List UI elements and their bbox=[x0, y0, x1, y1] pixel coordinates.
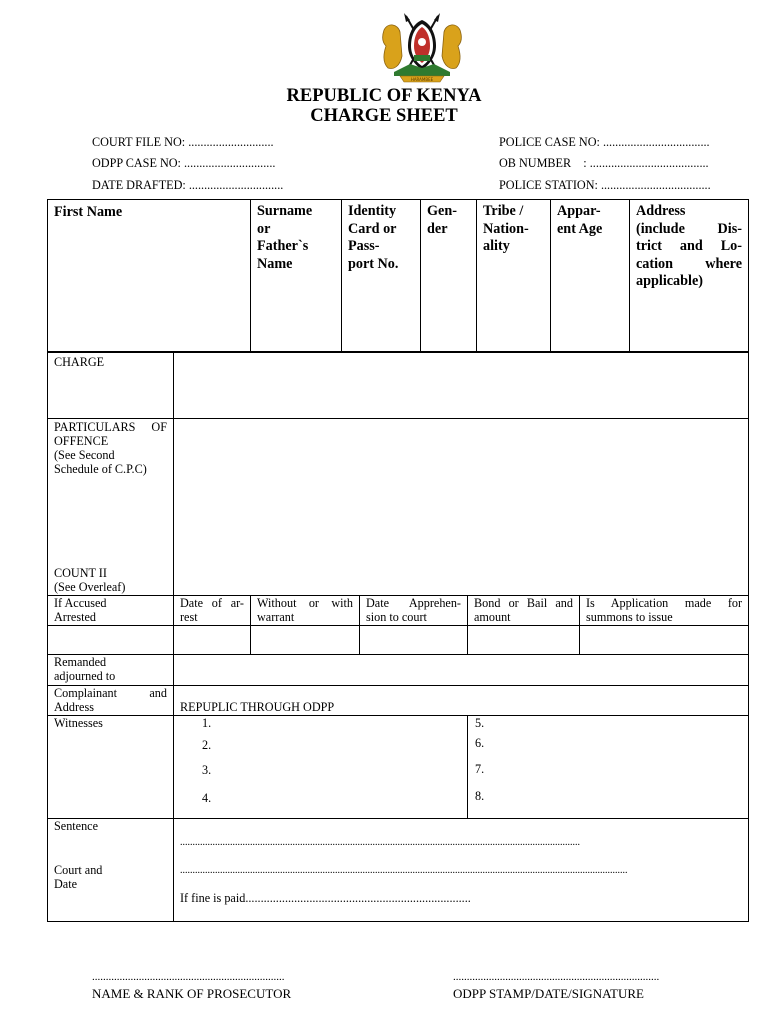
sentence-line-2[interactable]: ................................................................................................................................................................................... bbox=[180, 865, 628, 876]
date-of-arrest-header: Date of ar- rest bbox=[174, 596, 251, 626]
fine-paid-field[interactable] bbox=[180, 891, 471, 905]
charge-input[interactable] bbox=[174, 352, 749, 419]
witnesses-right-cell[interactable] bbox=[468, 716, 749, 819]
surname-header[interactable]: Surname or Father`s Name bbox=[251, 200, 342, 353]
page-subtitle: CHARGE SHEET bbox=[310, 106, 458, 126]
witness-3: 3. bbox=[202, 763, 212, 777]
witness-1: 1. bbox=[202, 716, 212, 730]
arrest-blank-cell bbox=[48, 626, 174, 655]
tribe-nationality-header[interactable]: Tribe / Nation- ality bbox=[477, 200, 551, 353]
date-apprehension-input[interactable] bbox=[360, 626, 468, 655]
fine-paid-blank[interactable]: .......................................................................... bbox=[245, 891, 471, 905]
prosecutor-signature-line[interactable]: ...................................................................... bbox=[92, 971, 285, 983]
coat-of-arms-emblem bbox=[380, 12, 464, 86]
odpp-case-no-blank[interactable]: .............................. bbox=[184, 156, 276, 170]
first-name-header[interactable]: First Name bbox=[48, 200, 251, 353]
odpp-signature-line[interactable]: ........................................................................... bbox=[453, 971, 660, 983]
particulars-label: PARTICULARS OF bbox=[54, 420, 167, 434]
date-drafted-blank[interactable]: ............................... bbox=[188, 178, 284, 192]
police-case-no-blank[interactable]: ................................... bbox=[602, 135, 710, 149]
witness-2: 2. bbox=[202, 738, 212, 752]
date-drafted-label: DATE DRAFTED: bbox=[92, 178, 186, 192]
without-warrant-input[interactable] bbox=[251, 626, 360, 655]
particulars-note: (See Second bbox=[54, 448, 115, 462]
witnesses-label: Witnesses bbox=[54, 716, 103, 730]
sentence-line-1[interactable]: ................................................................................................................................................................ bbox=[180, 837, 580, 848]
witness-7: 7. bbox=[475, 762, 485, 776]
witness-6: 6. bbox=[475, 736, 485, 750]
if-accused-arrested-label: If Accused Arrested bbox=[48, 596, 174, 626]
date-apprehension-header: Date Apprehen- sion to court bbox=[360, 596, 468, 626]
emblem-motto: HARAMBEE bbox=[410, 77, 434, 82]
application-summons-header: Is Application made for summons to issue bbox=[580, 596, 749, 626]
gender-header[interactable]: Gen- der bbox=[421, 200, 477, 353]
police-case-no-field[interactable] bbox=[499, 135, 710, 149]
remanded-input[interactable] bbox=[174, 655, 749, 686]
remanded-label: Remanded adjourned to bbox=[48, 655, 174, 686]
count-label: COUNT II (See Overleaf) bbox=[54, 566, 126, 594]
application-summons-input[interactable] bbox=[580, 626, 749, 655]
police-station-field[interactable] bbox=[499, 178, 711, 192]
sentence-label: Sentence bbox=[54, 819, 98, 833]
ob-number-label: OB NUMBER : bbox=[499, 156, 587, 170]
bond-bail-input[interactable] bbox=[468, 626, 580, 655]
court-file-no-label: COURT FILE NO: bbox=[92, 135, 186, 149]
ob-number-field[interactable] bbox=[499, 156, 709, 170]
police-case-no-label: POLICE CASE NO: bbox=[499, 135, 600, 149]
particulars-input[interactable] bbox=[174, 419, 749, 596]
sentence-input-cell[interactable] bbox=[174, 819, 749, 922]
ob-number-blank[interactable]: ....................................... bbox=[589, 156, 709, 170]
prosecutor-label: NAME & RANK OF PROSECUTOR bbox=[92, 986, 292, 1001]
complainant-label: Complainant and Address bbox=[48, 686, 174, 716]
police-station-blank[interactable]: .................................... bbox=[600, 178, 711, 192]
bond-bail-header: Bond or Bail and amount bbox=[468, 596, 580, 626]
date-drafted-field[interactable] bbox=[92, 178, 283, 192]
date-of-arrest-input[interactable] bbox=[174, 626, 251, 655]
witness-8: 8. bbox=[475, 789, 485, 803]
page-title: REPUBLIC OF KENYA bbox=[286, 86, 482, 106]
odpp-case-no-label: ODPP CASE NO: bbox=[92, 156, 181, 170]
odpp-label: ODPP STAMP/DATE/SIGNATURE bbox=[453, 986, 644, 1001]
sentence-label-cell bbox=[48, 819, 174, 922]
charge-label: CHARGE bbox=[54, 355, 105, 369]
odpp-case-no-field[interactable] bbox=[92, 156, 275, 170]
apparent-age-header[interactable]: Appar- ent Age bbox=[551, 200, 630, 353]
witness-4: 4. bbox=[202, 791, 212, 805]
court-date-label: Court and Date bbox=[54, 863, 103, 891]
identity-card-header[interactable]: Identity Card or Pass- port No. bbox=[342, 200, 421, 353]
fine-paid-label: If fine is paid bbox=[180, 891, 246, 905]
court-file-no-blank[interactable]: ............................ bbox=[188, 135, 274, 149]
complainant-input[interactable] bbox=[174, 686, 749, 716]
without-warrant-header: Without or with warrant bbox=[251, 596, 360, 626]
charge-label-cell bbox=[48, 352, 174, 419]
address-header[interactable]: Address (include Dis- trict and Lo- cation where applicable) bbox=[630, 200, 749, 353]
police-station-label: POLICE STATION: bbox=[499, 178, 598, 192]
court-file-no-field[interactable] bbox=[92, 135, 274, 149]
witness-5: 5. bbox=[475, 716, 485, 730]
accused-details-table bbox=[47, 199, 749, 353]
charge-table bbox=[47, 351, 749, 922]
particulars-label-cell: PARTICULARS OF OFFENCE (See Second Schedule of C.P.C) COUNT II (See Overleaf) bbox=[48, 419, 174, 596]
complainant-value: REPUPLIC THROUGH ODPP bbox=[180, 700, 335, 714]
witnesses-label-cell bbox=[48, 716, 174, 819]
witnesses-left-cell[interactable] bbox=[174, 716, 468, 819]
